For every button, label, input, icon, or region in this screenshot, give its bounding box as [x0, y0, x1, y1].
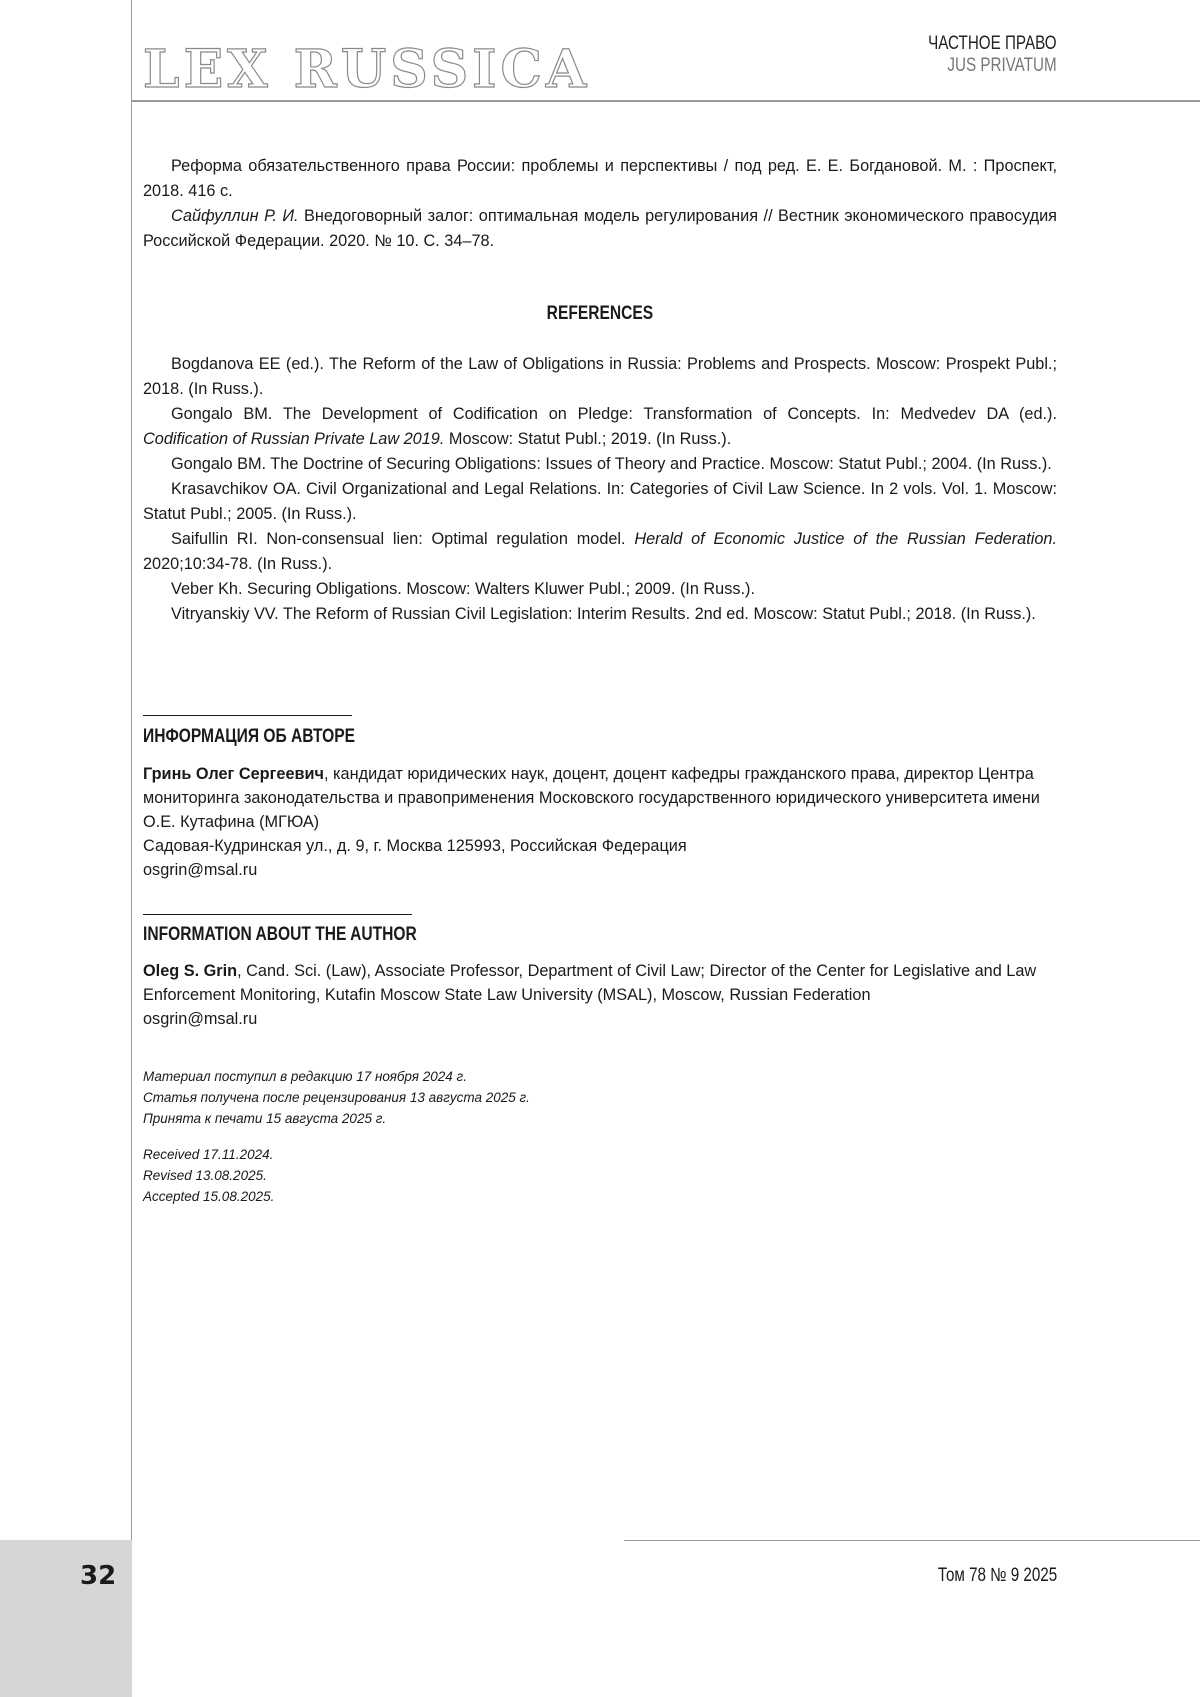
footer-rule	[624, 1540, 1200, 1541]
header-rule	[131, 100, 1200, 102]
author-ru-rule	[143, 715, 352, 716]
left-margin-line	[131, 0, 132, 1697]
date-accepted-en: Accepted 15.08.2025.	[143, 1189, 275, 1204]
section-title-lat: JUS PRIVATUM	[947, 55, 1057, 76]
date-received-en: Received 17.11.2024.	[143, 1147, 274, 1162]
author-ru-info	[143, 762, 1057, 882]
page-number: 32	[80, 1561, 117, 1591]
author-ru-name: Гринь Олег Сергеевич	[143, 765, 324, 783]
author-en-rule	[143, 914, 412, 915]
reference-entry: Bogdanova EE (ed.). The Reform of the Law of Obligations in Russia: Problems and Prospects. Moscow: Prospekt Publ.; 2018. (In Russ.).	[143, 355, 1057, 398]
author-ru-email[interactable]: osgrin@msal.ru	[143, 861, 258, 879]
reference-author: Сайфуллин Р. И.	[171, 207, 299, 225]
date-revised-en: Revised 13.08.2025.	[143, 1168, 267, 1183]
reference-entry: Krasavchikov OA. Civil Organizational and Legal Relations. In: Categories of Civil Law Science. In 2 vols. Vol. 1. Moscow: Statut Publ.; 2005. (In Russ.).	[143, 480, 1057, 523]
journal-logo: LEX RUSSICA	[143, 39, 591, 100]
reference-entry: Реформа обязательственного права России: проблемы и перспективы / под ред. Е. Е. Богдановой. М. : Проспект, 2018. 416 с.	[143, 157, 1057, 200]
date-revised-ru: Статья получена после рецензирования 13 августа 2025 г.	[143, 1090, 530, 1105]
date-accepted-ru: Принята к печати 15 августа 2025 г.	[143, 1111, 387, 1126]
reference-entry: Сайфуллин Р. И. Внедоговорный залог: оптимальная модель регулирования // Вестник экономического правосудия Российской Федерации. 2020. № 10. С. 34–78.	[143, 207, 1057, 250]
russian-references	[143, 154, 1057, 254]
reference-entry: Gongalo BM. The Development of Codification on Pledge: Transformation of Concepts. In: Medvedev DA (ed.). Codification of Russian Private Law 2019. Moscow: Statut Publ.; 2019. (In Russ.).	[143, 405, 1057, 448]
references-heading: REFERENCES	[546, 303, 654, 324]
author-ru-heading: ИНФОРМАЦИЯ ОБ АВТОРЕ	[143, 726, 355, 747]
author-ru-address: Садовая-Кудринская ул., д. 9, г. Москва 125993, Российская Федерация	[143, 837, 687, 855]
english-references	[143, 352, 1057, 627]
reference-entry: Saifullin RI. Non-consensual lien: Optimal regulation model. Herald of Economic Justice of the Russian Federation. 2020;10:34-78. (In Russ.).	[143, 530, 1057, 573]
author-ru-bio: Гринь Олег Сергеевич, кандидат юридических наук, доцент, доцент кафедры гражданского права, директор Центра мониторинга законодательства и правоприменения Московского государственного юридического университета имени О.Е. Кутафина (МГЮА)	[143, 765, 1040, 831]
issue-info: Том 78 № 9 2025	[937, 1565, 1057, 1586]
author-en-bio: Oleg S. Grin, Cand. Sci. (Law), Associate Professor, Department of Civil Law; Director of the Center for Legislative and Law Enforcement Monitoring, Kutafin Moscow State Law University (MSAL), Moscow, Russian Federation	[143, 962, 1037, 1004]
author-en-info	[143, 959, 1057, 1031]
section-title-ru: ЧАСТНОЕ ПРАВО	[928, 33, 1057, 54]
author-en-name: Oleg S. Grin	[143, 962, 238, 980]
dates-ru	[143, 1066, 1043, 1129]
date-received-ru: Материал поступил в редакцию 17 ноября 2024 г.	[143, 1069, 467, 1084]
dates-en	[143, 1144, 1043, 1207]
reference-entry: Gongalo BM. The Doctrine of Securing Obligations: Issues of Theory and Practice. Moscow: Statut Publ.; 2004. (In Russ.).	[171, 455, 1052, 473]
section-title	[929, 33, 1058, 77]
author-en-email[interactable]: osgrin@msal.ru	[143, 1010, 258, 1028]
author-en-heading: INFORMATION ABOUT THE AUTHOR	[143, 924, 417, 945]
reference-entry: Veber Kh. Securing Obligations. Moscow: Walters Kluwer Publ.; 2009. (In Russ.).	[171, 580, 755, 598]
reference-entry: Vitryanskiy VV. The Reform of Russian Civil Legislation: Interim Results. 2nd ed. Moscow: Statut Publ.; 2018. (In Russ.).	[171, 605, 1036, 623]
